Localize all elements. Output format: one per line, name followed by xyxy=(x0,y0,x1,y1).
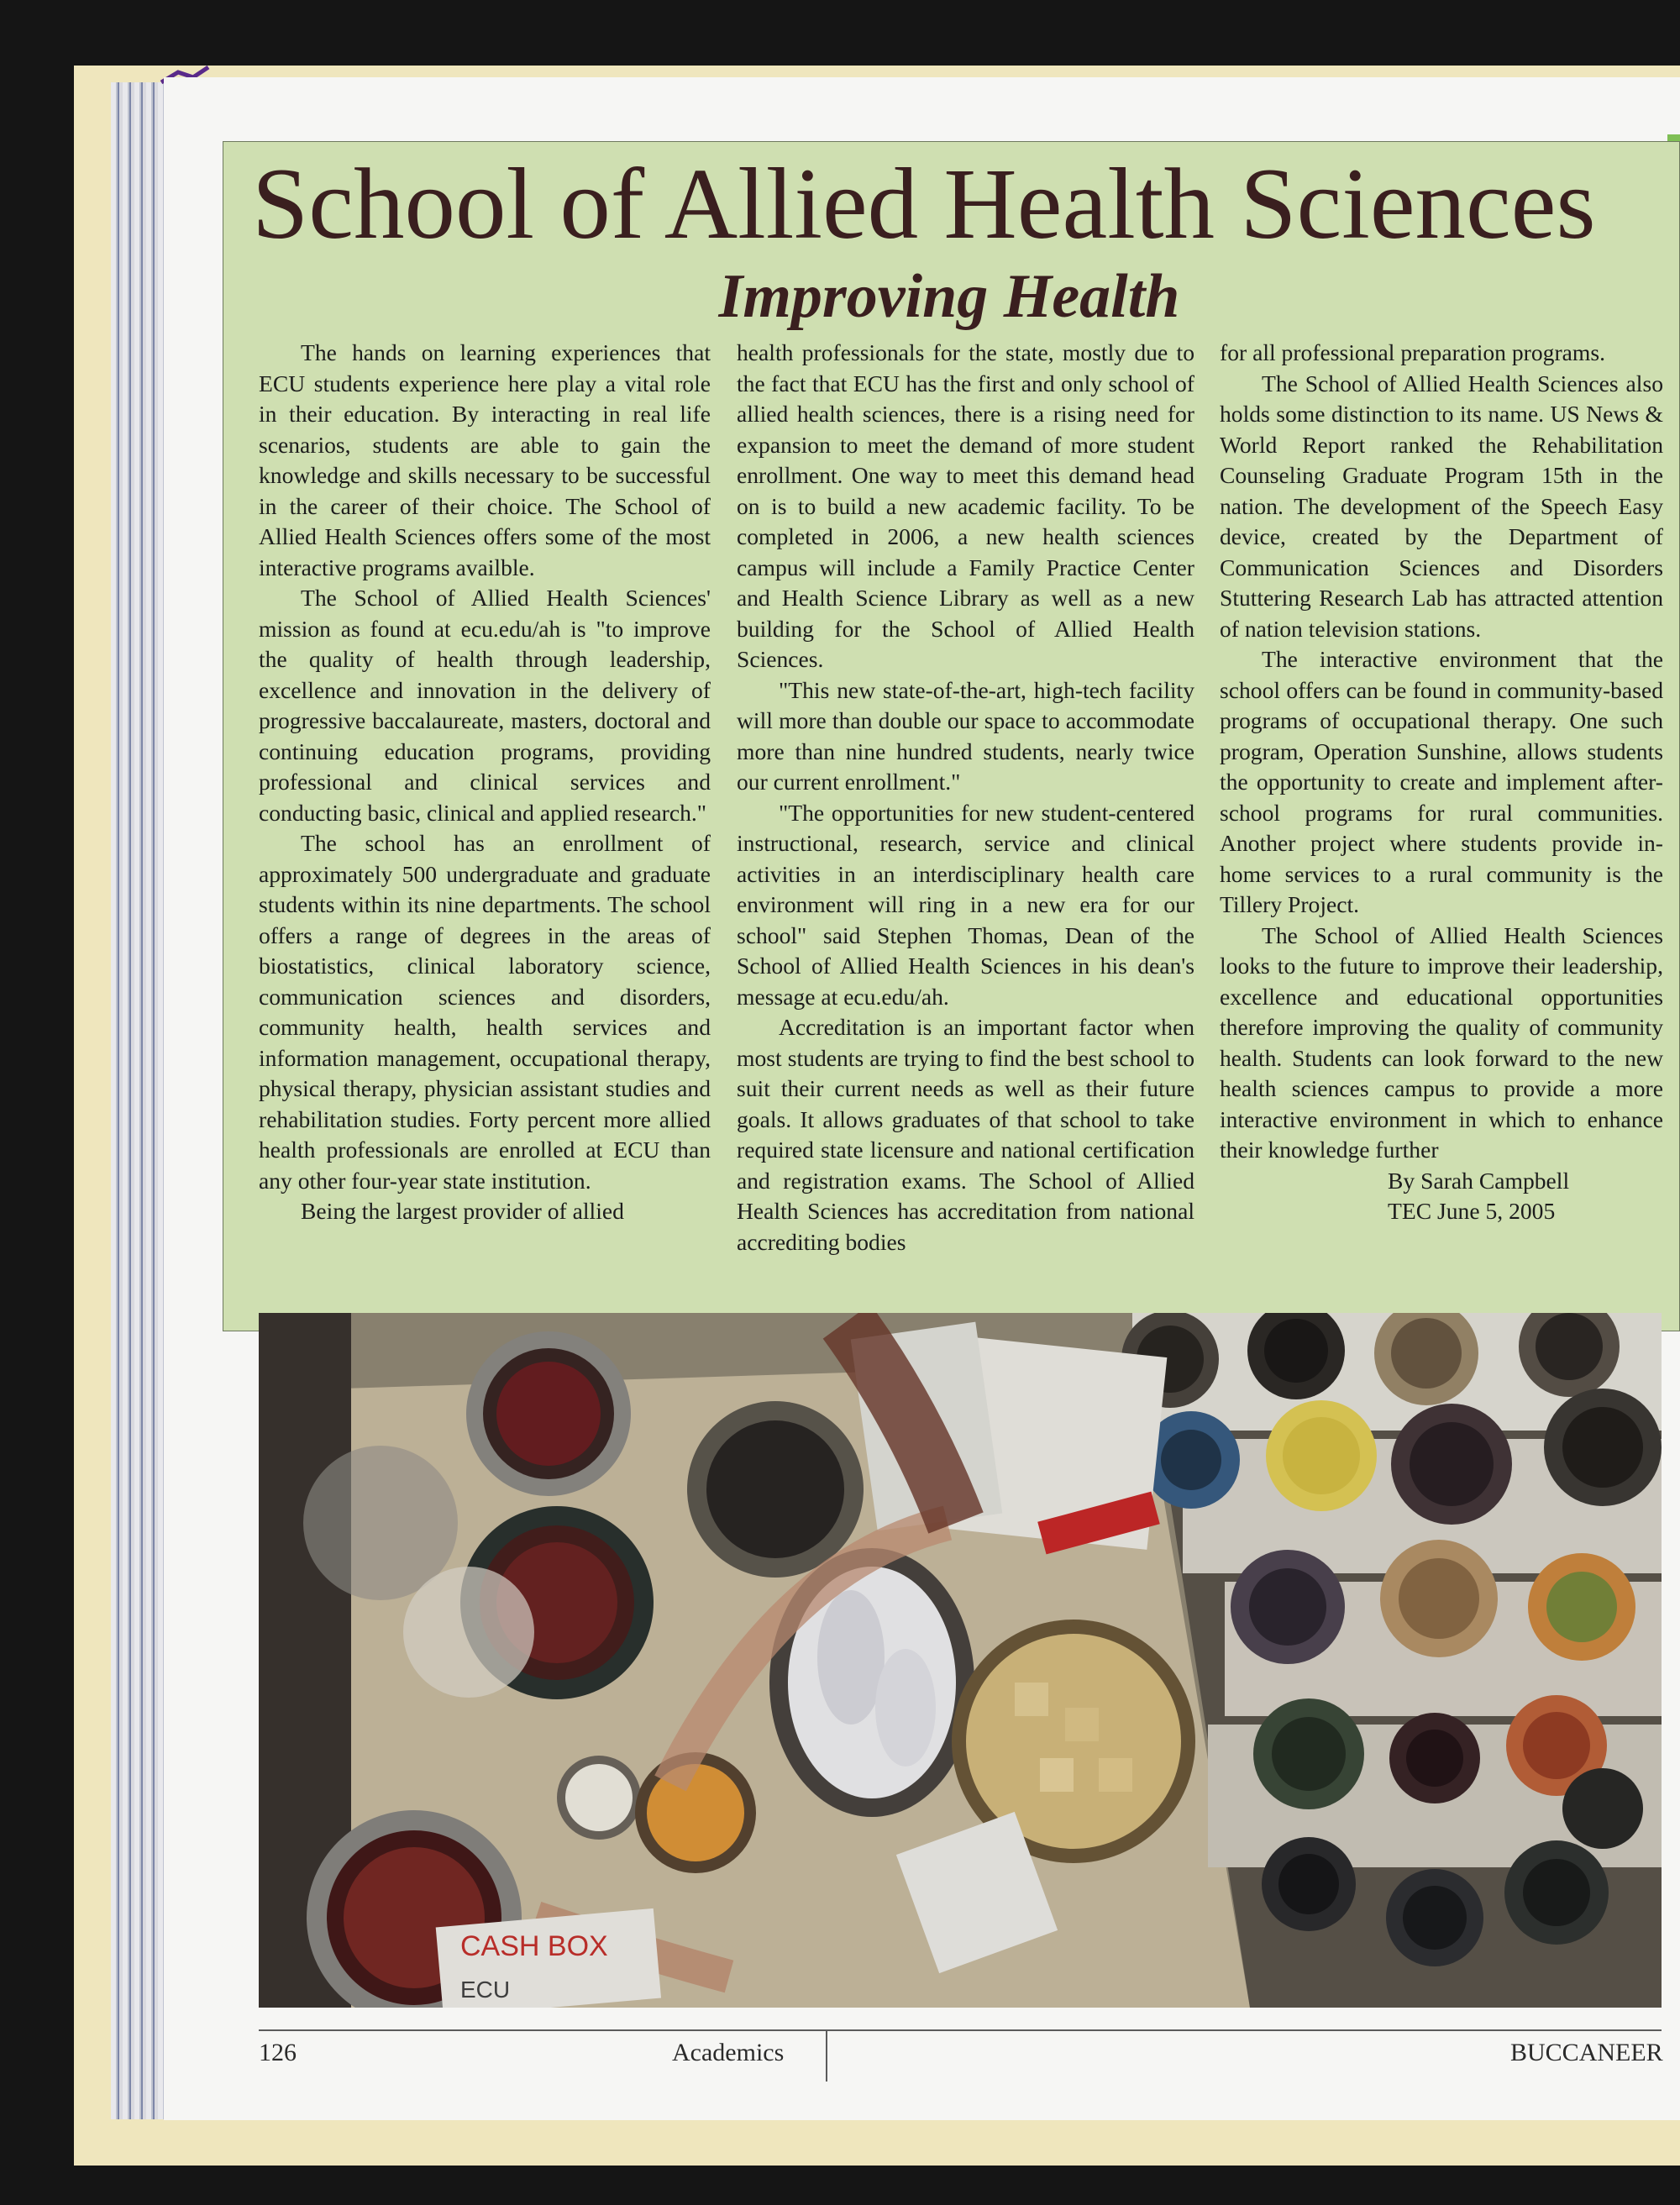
byline-author: By Sarah Campbell xyxy=(1388,1167,1570,1194)
paragraph: health professionals for the state, mostly due to the fact that ECU has the first and only school of allied health sciences, there is a rising need for expansion to meet the demand of more student enrollment. One way to meet this demand head on is to build a new academic facility. To be completed in 2006, a new health sciences campus will include a Family Practice Center and Health Science Library as well as a new building for the School of Allied Health Sciences. xyxy=(737,339,1194,672)
page-subtitle: Improving Health xyxy=(718,262,1180,331)
page-number: 126 xyxy=(259,2039,297,2066)
page-edges xyxy=(111,82,170,2119)
footer-divider xyxy=(826,2031,827,2082)
paragraph: Being the largest provider of allied xyxy=(301,1198,624,1224)
article-column-3 xyxy=(1220,338,1663,1304)
byline-source: TEC June 5, 2005 xyxy=(1388,1198,1556,1224)
article-column-2 xyxy=(737,338,1194,1304)
paragraph: The hands on learning experiences that ECU students experience here play a vital role in their education. By interacting in real life scenarios, students are able to gain the knowledge and skills necessary to be successful in the career of their choice. The School of Allied Health Sciences offers some of the most interactive programs availble. xyxy=(259,339,711,580)
paragraph: "This new state-of-the-art, high-tech facility will more than double our space to accommodate more than nine hundred students, nearly twice our current enrollment." xyxy=(737,676,1194,795)
page-title: School of Allied Health Sciences xyxy=(252,148,1596,260)
paragraph: Accreditation is an important factor when most students are trying to find the best school to suit their current needs as well as their future goals. It allows graduates of that school to take required state licensure and national certification and registration exams. The School of Allied Health Sciences has accreditation from national accrediting bodies xyxy=(737,1014,1194,1255)
svg-text:ECU: ECU xyxy=(460,1977,511,2003)
paragraph: The School of Allied Health Sciences' mission as found at ecu.edu/ah is "to improve the quality of health through leadership, excellence and innovation in the delivery of progressive baccalaureate, masters, doctoral and continuing education programs, providing professional and clinical services and conducting basic, clinical and applied research." xyxy=(259,585,711,826)
paragraph: "The opportunities for new student-centered instructional, research, service and clinical activities in an interdisciplinary health care environment will ring in a new era for our school" said Stephen Thomas, Dean of the School of Allied Health Sciences in his dean's message at ecu.edu/ah. xyxy=(737,799,1194,1010)
svg-text:CASH BOX: CASH BOX xyxy=(460,1930,608,1962)
food-table-photo xyxy=(259,1313,1662,2008)
photo-illustration xyxy=(259,1313,1662,2008)
paragraph: The School of Allied Health Sciences also holds some distinction to its name. US News & World Report ranked the Rehabilitation Counseling Graduate Program 15th in the nation. The development of the Speech Easy device, created by the Department of Communication Sciences and Disorders Stuttering Research Lab has attracted attention of nation television stations. xyxy=(1220,370,1663,642)
article-column-1 xyxy=(259,338,711,1304)
footer-section: Academics xyxy=(672,2039,785,2066)
paragraph: for all professional preparation programs. xyxy=(1220,339,1605,365)
footer-publication: BUCCANEER xyxy=(1510,2039,1663,2066)
paragraph: The school has an enrollment of approximately 500 undergraduate and graduate students within its nine departments. The school offers a range of degrees in the areas of biostatistics, clinical laboratory science, communication sciences and disorders, community health, health services and information management, occupational therapy, physical therapy, physician assistant studies and rehabilitation studies. Forty percent more allied health professionals are enrolled at ECU than any other four-year state institution. xyxy=(259,830,711,1194)
paragraph: The interactive environment that the school offers can be found in community-based programs of occupational therapy. One such program, Operation Sunshine, allows students the opportunity to create and implement after-school programs for rural communities. Another project where students provide in-home services to a rural community is the Tillery Project. xyxy=(1220,646,1663,917)
footer-rule xyxy=(259,2029,1662,2031)
paragraph: The School of Allied Health Sciences looks to the future to improve their leadership, excellence and educational opportunities therefore improving the quality of community health. Students can look forward to the new health sciences campus to provide a more interactive environment in which to enhance their knowledge further xyxy=(1220,921,1663,1163)
